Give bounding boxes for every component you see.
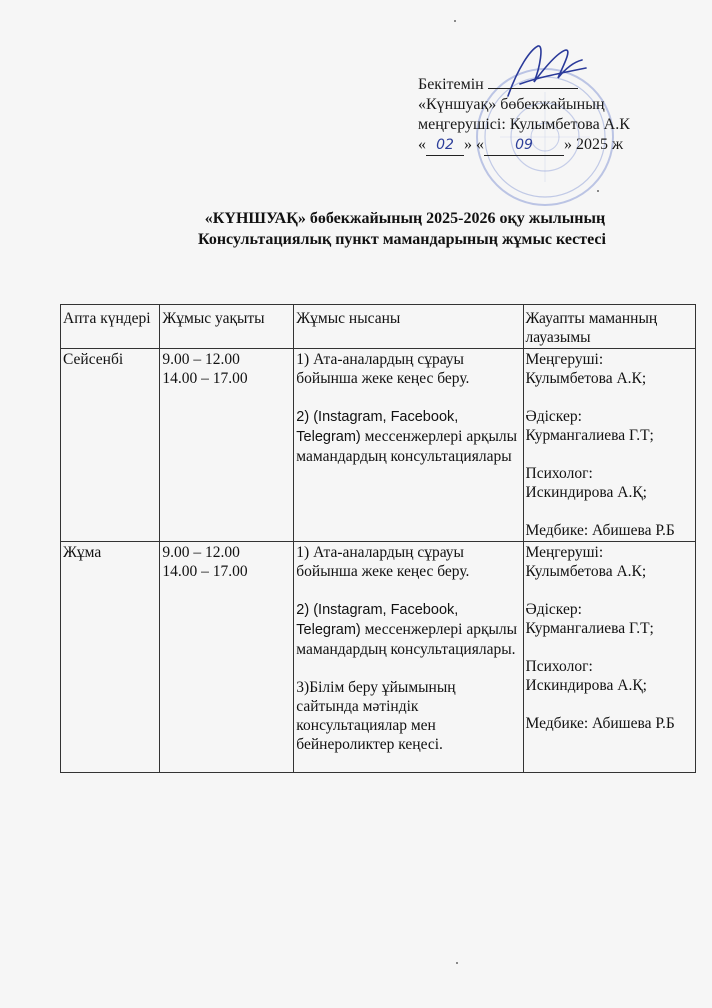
table-row xyxy=(61,542,696,773)
header-form: Жұмыс нысаны xyxy=(294,305,523,349)
cell-time: 9.00 – 12.00 14.00 – 17.00 xyxy=(160,542,294,773)
cell-form: 1) Ата-аналардың сұрауы бойынша жеке кеңес беру. 2) (Instagram, Facebook, Telegram) мессенжерлері арқылы мамандардың консультациялары. 3)Білім беру ұйымының сайтында мәтіндік консультациялар мен бейнероликтер кеңесі. xyxy=(294,542,523,773)
cell-day: Жұма xyxy=(61,542,160,773)
cell-time: 9.00 – 12.00 14.00 – 17.00 xyxy=(160,349,294,542)
document-title xyxy=(0,208,712,250)
header-responsible: Жауапты маманның лауазымы xyxy=(523,305,695,349)
scan-speck xyxy=(597,190,599,192)
cell-day: Сейсенбі xyxy=(61,349,160,542)
approval-label: Бекітемін xyxy=(418,76,484,93)
approval-month: 09 xyxy=(484,135,564,156)
cell-responsible: Меңгеруші: Кулымбетова А.К; Әдіскер: Курмангалиева Г.Т; Психолог: Искиндирова А.Қ; Медбике: Абишева Р.Б xyxy=(523,349,695,542)
table-row xyxy=(61,349,696,542)
approval-org: «Күншуақ» бөбекжайының xyxy=(418,96,605,113)
cell-responsible: Меңгеруші: Кулымбетова А.К; Әдіскер: Курмангалиева Г.Т; Психолог: Искиндирова А.Қ; Медбике: Абишева Р.Б xyxy=(523,542,695,773)
scan-speck xyxy=(454,20,456,22)
cell-form: 1) Ата-аналардың сұрауы бойынша жеке кеңес беру. 2) (Instagram, Facebook, Telegram) мессенжерлері арқылы мамандардың консультациялары xyxy=(294,349,523,542)
header-time: Жұмыс уақыты xyxy=(160,305,294,349)
table-header-row xyxy=(61,305,696,349)
approval-block xyxy=(418,74,698,156)
header-days: Апта күндері xyxy=(61,305,160,349)
title-line-1: «КҮНШУАҚ» бөбекжайының 2025-2026 оқу жылының xyxy=(204,210,606,227)
schedule-table xyxy=(60,304,696,773)
title-line-2: Консультациялық пункт мамандарының жұмыс кестесі xyxy=(198,231,606,248)
approval-date: « 02 » « 09 » 2025 ж xyxy=(418,135,698,156)
approval-head: меңгерушісі: Кулымбетова А.К xyxy=(418,116,630,133)
approval-day: 02 xyxy=(426,135,464,156)
scan-speck xyxy=(456,962,458,964)
signature-line xyxy=(488,74,578,89)
